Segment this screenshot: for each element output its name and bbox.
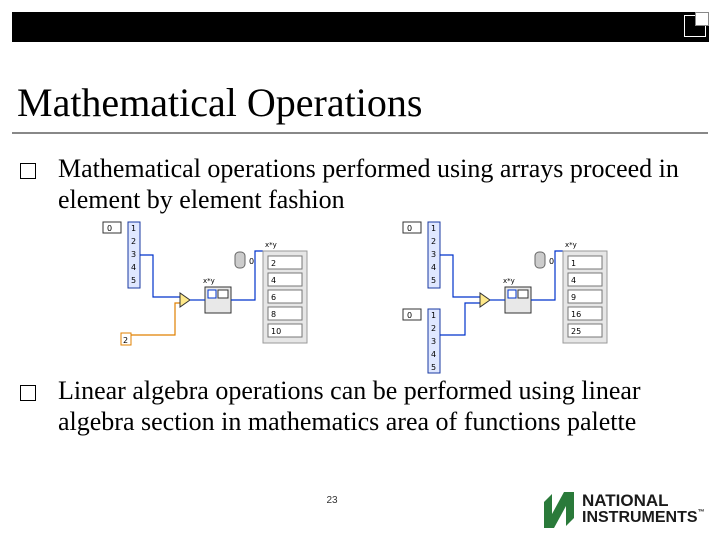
right-output-label: x*y <box>565 241 577 249</box>
right-out-4: 16 <box>571 310 582 319</box>
header-corner-box-inner <box>695 12 709 26</box>
right-multiply-label: x*y <box>503 277 515 285</box>
left-in-3: 3 <box>131 250 137 259</box>
left-out-3: 6 <box>271 293 277 302</box>
left-output-array <box>263 251 307 343</box>
ni-eagle-icon <box>540 488 580 532</box>
right-in-4: 4 <box>431 263 437 272</box>
right-sec-3: 3 <box>431 337 437 346</box>
right-out-3: 9 <box>571 293 577 302</box>
right-output-array <box>563 251 607 343</box>
right-out-1: 1 <box>571 259 577 268</box>
right-second-index: 0 <box>407 311 413 320</box>
left-out-5: 10 <box>271 327 282 336</box>
left-output-label: x*y <box>265 241 277 249</box>
left-out-1: 2 <box>271 259 277 268</box>
bullet-text-2: Linear algebra operations can be performed using linear algebra section in mathematics area of functions palette <box>58 376 641 436</box>
labview-diagram-left <box>95 215 325 355</box>
left-in-5: 5 <box>131 276 137 285</box>
bullet-marker-2 <box>20 385 36 401</box>
right-sec-2: 2 <box>431 324 437 333</box>
right-in-5: 5 <box>431 276 437 285</box>
right-out-2: 4 <box>571 276 577 285</box>
bullet-text-1: Mathematical operations performed using arrays proceed in element by element fashion <box>58 154 679 214</box>
slide-title: Mathematical Operations <box>17 80 423 125</box>
left-in-1: 1 <box>131 224 137 233</box>
right-out-5: 25 <box>571 327 582 336</box>
logo-line-2 <box>582 509 705 527</box>
right-in-1: 1 <box>431 224 437 233</box>
left-out-2: 4 <box>271 276 277 285</box>
left-in-4: 4 <box>131 263 137 272</box>
right-sec-5: 5 <box>431 363 437 372</box>
right-constant: 0 <box>549 257 555 266</box>
logo-line-1: NATIONAL <box>582 491 669 510</box>
left-scalar: 2 <box>123 336 129 345</box>
left-multiply-label: x*y <box>203 277 215 285</box>
right-second-array <box>428 309 440 373</box>
left-constant: 0 <box>249 257 255 266</box>
left-in-2: 2 <box>131 237 137 246</box>
labview-diagram-right <box>395 215 625 375</box>
right-in-3: 3 <box>431 250 437 259</box>
left-array-index: 0 <box>107 224 113 233</box>
national-instruments-logo <box>540 488 715 534</box>
logo-line-2-text: INSTRUMENTS <box>582 509 698 526</box>
header-bar <box>12 12 709 42</box>
page-number: 23 <box>326 495 338 506</box>
left-out-4: 8 <box>271 310 277 319</box>
right-input-array <box>428 222 440 288</box>
right-sec-4: 4 <box>431 350 437 359</box>
title-divider <box>12 132 708 134</box>
right-in-2: 2 <box>431 237 437 246</box>
right-array-index: 0 <box>407 224 413 233</box>
logo-trademark: ™ <box>697 509 705 516</box>
left-input-array <box>128 222 140 288</box>
bullet-marker-1 <box>20 163 36 179</box>
right-sec-1: 1 <box>431 311 437 320</box>
